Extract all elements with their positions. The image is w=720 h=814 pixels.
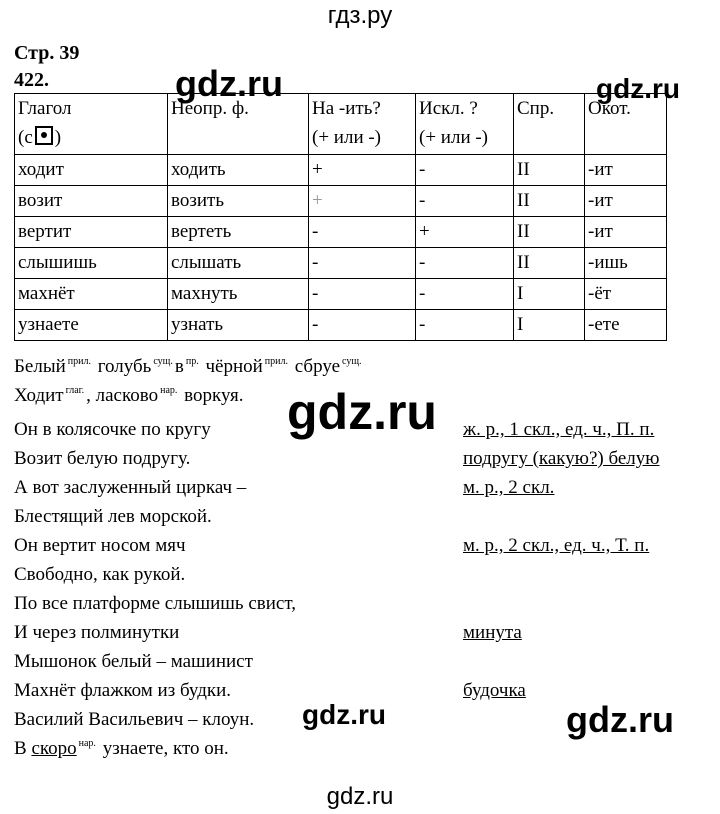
word: Ходит [14,385,64,406]
poem-line-12: Махнёт флажком из будки. [14,680,232,701]
table-cell: -ит [585,186,667,217]
table-cell: - [416,186,514,217]
table-cell: слышишь [15,248,168,279]
annotation: будочка [463,680,526,701]
part-of-speech-label: глаг. [65,385,85,396]
part-of-speech-label: прил. [264,356,288,367]
part-of-speech-label: нар. [160,385,178,396]
annotation: м. р., 2 скл. [463,477,555,498]
word-underlined: скоро [31,738,77,759]
header-verb-hint: (с [18,127,33,148]
poem-line-11: Мышонок белый – машинист [14,651,253,672]
poem-line-6: Блестящий лев морской. [14,506,212,527]
table-cell: вертит [15,217,168,248]
table-cell: II [514,186,585,217]
table-cell: I [514,279,585,310]
part-of-speech-label: сущ. [153,356,173,367]
table-cell: - [309,279,416,310]
header-ending: Окот. [585,94,667,155]
poem-line-8: Свободно, как рукой. [14,564,186,585]
exercise-number: 422. [14,69,49,91]
table-cell: -ете [585,310,667,341]
poem-line-9: По все платформе слышишь свист, [14,593,296,614]
table-cell: - [416,310,514,341]
header-verb [15,94,168,155]
table-row [15,186,667,217]
word: Белый [14,356,66,377]
table-row [15,279,667,310]
poem-line-2 [14,385,243,407]
word: воркуя. [184,385,244,406]
table-cell: узнаете [15,310,168,341]
part-of-speech-label: нар. [78,738,96,749]
header-verb-label: Глагол [18,98,72,119]
word: узнаете, кто он. [102,738,229,759]
word: в [174,356,184,377]
watermark: gdz.ru [596,73,680,104]
table-cell: - [416,155,514,186]
watermark: gdz.ru [287,384,437,440]
table-row [15,217,667,248]
table-cell: - [309,248,416,279]
table-cell: + [309,155,416,186]
table-cell: - [416,248,514,279]
header-ends-it-hint: (+ или -) [312,127,382,148]
table-cell: - [309,217,416,248]
header-ends-it [309,94,416,155]
header-ends-it-label: На -ить? [312,98,381,119]
annotation: минута [463,622,522,643]
poem-line-7: Он вертит носом мяч [14,535,186,556]
header-conjugation: Спр. [514,94,585,155]
table-cell: II [514,217,585,248]
table-cell: вертеть [168,217,309,248]
word: сбруе [294,356,341,377]
table-header-row [15,94,667,155]
site-title-bottom: gdz.ru [326,783,394,810]
table-cell: махнёт [15,279,168,310]
watermark: gdz.ru [302,699,386,730]
table-cell: -ишь [585,248,667,279]
poem-line-5: А вот заслуженный циркач – [14,477,247,498]
table-row [15,155,667,186]
table-cell: ходить [168,155,309,186]
table-cell: слышать [168,248,309,279]
table-cell: махнуть [168,279,309,310]
table-cell: - [309,310,416,341]
table-cell: возит [15,186,168,217]
watermark: gdz.ru [566,699,674,740]
poem-line-10: И через полминутки [14,622,180,643]
table-cell: -ёт [585,279,667,310]
site-title-top: гдз.ру [327,2,393,29]
part-of-speech-label: пр. [185,356,199,367]
table-cell: -ит [585,155,667,186]
header-verb-hint-end: ) [54,127,62,148]
header-infinitive: Неопр. ф. [168,94,309,155]
table-cell: возить [168,186,309,217]
part-of-speech-label: сущ. [342,356,362,367]
table-cell: -ит [585,217,667,248]
table-cell: узнать [168,310,309,341]
watermark: gdz.ru [175,63,283,104]
table-row [15,310,667,341]
table-cell: ходит [15,155,168,186]
table-cell: I [514,310,585,341]
header-exception-label: Искл. ? [419,98,478,119]
poem-line-3: Он в колясочке по кругу [14,419,211,440]
table-cell: + [309,186,416,217]
table-row [15,248,667,279]
poem-line-1 [14,356,364,378]
poem-line-13: Василий Васильевич – клоун. [14,709,255,730]
annotation: ж. р., 1 скл., ед. ч., П. п. [463,419,655,440]
word: В [14,738,27,759]
word: чёрной [205,356,263,377]
page-number: Стр. 39 [14,42,80,64]
verb-table [14,93,667,341]
table-cell: + [416,217,514,248]
part-of-speech-label: прил. [67,356,91,367]
word: голубь [97,356,152,377]
annotation: м. р., 2 скл., ед. ч., Т. п. [463,535,650,556]
table-cell: II [514,248,585,279]
poem-line-4: Возит белую подругу. [14,448,191,469]
annotation: подругу (какую?) белую [463,448,660,469]
table-cell: - [416,279,514,310]
ending-box-icon [35,126,53,145]
header-exception [416,94,514,155]
poem-line-14 [14,738,229,760]
word: , ласково [86,385,159,406]
header-exception-hint: (+ или -) [419,127,489,148]
table-cell: II [514,155,585,186]
